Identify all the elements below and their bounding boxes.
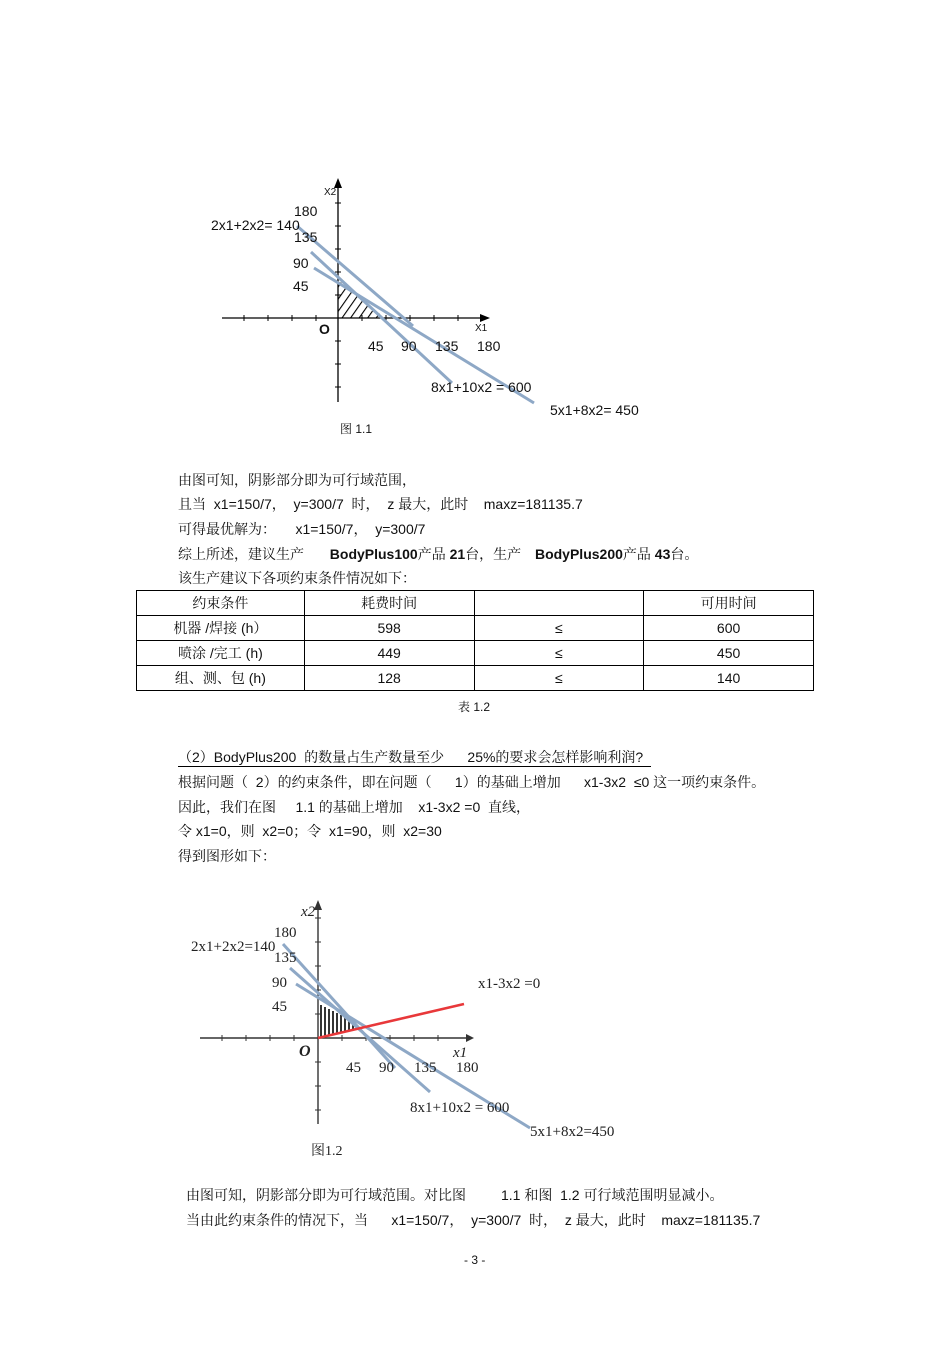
y-tick-135: 135 [294, 229, 318, 245]
x-tick-180: 180 [456, 1060, 479, 1076]
y-axis-label: X2 [324, 187, 337, 198]
table-cell: 喷涂 /完工 (h) [137, 641, 305, 666]
recommendation-text: 台。 [670, 546, 699, 562]
recommendation-text: 产品 [417, 546, 446, 562]
product-quantity: 43 [654, 546, 671, 562]
page-number: - 3 - [464, 1253, 486, 1267]
x-tick-90: 90 [379, 1060, 394, 1076]
table-cell: 449 [304, 641, 474, 666]
paragraph-line: 因此，我们在图 1.1 的基础上增加 x1-3x2 =0 直线， [178, 799, 531, 815]
table-header: 约束条件 [137, 591, 305, 616]
x-axis-label: x1 [453, 1045, 468, 1061]
table-cell: 450 [644, 641, 814, 666]
table-header: 耗费时间 [304, 591, 474, 616]
paragraph-line: 可得最优解为： x1=150/7， y=300/7 [178, 521, 426, 537]
y-axis-arrow [314, 900, 322, 910]
paragraph-line: 根据问题（ 2）的约束条件，即在问题（ 1）的基础上增加 x1-3x2 ≤0 这一项约束条件。 [178, 774, 766, 790]
x-tick-180: 180 [477, 338, 501, 354]
paragraph-line: 该生产建议下各项约束条件情况如下： [178, 570, 416, 586]
table-cell: 机器 /焊接 (h） [137, 616, 305, 641]
recommendation-text: 综上所述，建议生产 [178, 546, 304, 562]
paragraph-line: 由图可知，阴影部分即为可行域范围。对比图 1.1 和图 1.2 可行域范围明显减小。 [186, 1187, 724, 1203]
table-cell: 128 [304, 666, 474, 691]
line-label-8x1-10x2: 8x1+10x2 = 600 [431, 379, 532, 395]
y-tick-45: 45 [272, 999, 287, 1015]
paragraph-line: 由图可知，阴影部分即为可行域范围， [178, 472, 416, 488]
line-label-2x1-2x2: 2x1+2x2= 140 [211, 217, 300, 233]
paragraph-line: 当由此约束条件的情况下，当 x1=150/7， y=300/7 时， z 最大，此时 maxz=181135.7 [186, 1212, 761, 1228]
paragraph-line: 令 x1=0，则 x2=0；令 x1=90，则 x2=30 [178, 823, 442, 839]
x-axis-arrow [466, 1034, 474, 1042]
paragraph-line: 得到图形如下： [178, 848, 276, 864]
table-cell: ≤ [474, 616, 644, 641]
y-tick-45: 45 [293, 278, 309, 294]
y-tick-180: 180 [274, 925, 297, 941]
line-label-8x1-10x2: 8x1+10x2 = 600 [410, 1100, 510, 1116]
table-cell: 598 [304, 616, 474, 641]
y-tick-180: 180 [294, 203, 318, 219]
x-tick-135: 135 [414, 1060, 437, 1076]
x-tick-45: 45 [368, 338, 384, 354]
x-tick-45: 45 [346, 1060, 361, 1076]
y-tick-90: 90 [293, 255, 309, 271]
y-tick-135: 135 [274, 950, 297, 966]
line-label-2x1-2x2: 2x1+2x2=140 [191, 939, 276, 955]
paragraph-line: 且当 x1=150/7， y=300/7 时， z 最大，此时 maxz=181135.7 [178, 496, 583, 512]
table-cell: ≤ [474, 641, 644, 666]
table-cell: 600 [644, 616, 814, 641]
table-caption: 表 1.2 [458, 700, 491, 714]
line-label-5x1-8x2: 5x1+8x2=450 [530, 1124, 615, 1140]
x-tick-135: 135 [435, 338, 459, 354]
product-quantity: 21 [449, 546, 466, 562]
figure-caption-1-2: 图1.2 [311, 1144, 343, 1159]
origin-label: O [319, 321, 330, 337]
x-tick-90: 90 [401, 338, 417, 354]
y-tick-90: 90 [272, 975, 287, 991]
x-axis-label: X1 [475, 323, 488, 334]
product-name: BodyPlus200 [534, 546, 623, 562]
table-cell: 140 [644, 666, 814, 691]
section-heading: （2）BodyPlus200 的数量占生产数量至少 25%的要求会怎样影响利润? [178, 748, 651, 767]
table-cell: ≤ [474, 666, 644, 691]
line-label-5x1-8x2: 5x1+8x2= 450 [550, 402, 639, 418]
figure-caption-1-1: 图 1.1 [340, 422, 373, 436]
y-axis-label: x2 [301, 904, 316, 920]
product-name: BodyPlus100 [329, 546, 418, 562]
recommendation-text: 产品 [622, 546, 651, 562]
origin-label: O [299, 1043, 311, 1060]
recommendation-text: 台，生产 [465, 546, 522, 562]
table-cell: 组、测、包 (h) [137, 666, 305, 691]
line-label-x1-3x2: x1-3x2 =0 [478, 976, 541, 992]
table-header: 可用时间 [644, 591, 814, 616]
